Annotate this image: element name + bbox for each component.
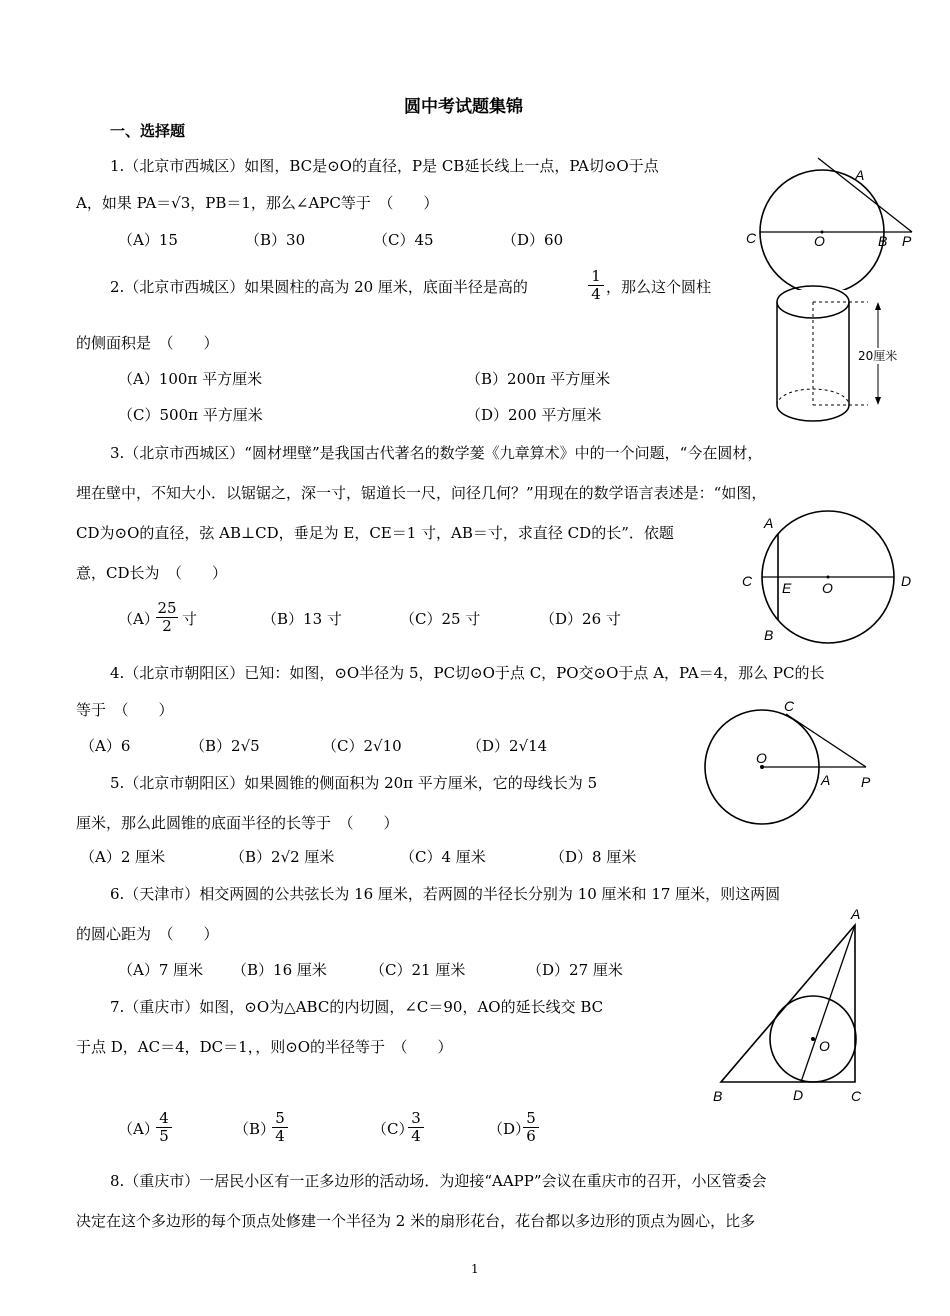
q3-label-e: E xyxy=(782,580,792,596)
q7-option-a-prefix: （A） xyxy=(118,1120,159,1138)
page-number: 1 xyxy=(471,1262,479,1276)
q1-option-b: （B）30 xyxy=(245,231,306,249)
q4-option-b: （B）2√5 xyxy=(190,737,260,755)
q7-option-d-prefix: （D） xyxy=(488,1120,531,1138)
q7-option-b-prefix: （B） xyxy=(234,1120,276,1138)
q1-option-d: （D）60 xyxy=(502,231,564,249)
q2-option-d: （D）200 平方厘米 xyxy=(466,406,602,424)
q1-figure-circle-tangent xyxy=(740,150,930,290)
q2-line1-end: ，那么这个圆柱 xyxy=(606,278,712,296)
q6-option-b: （B）16 厘米 xyxy=(232,961,327,979)
q3-line4: 意，CD长为 （ ） xyxy=(76,564,228,582)
q8-line2: 决定在这个多边形的每个顶点处修建一个半径为 2 米的扇形花台，花台都以多边形的顶点为圆心，比多 xyxy=(76,1212,756,1230)
q5-line1: 5.（北京市朝阳区）如果圆锥的侧面积为 20π 平方厘米，它的母线长为 5 xyxy=(110,774,598,792)
q4-line2: 等于 （ ） xyxy=(76,701,174,719)
q4-option-a: （A）6 xyxy=(80,737,131,755)
q3-label-o: O xyxy=(822,580,833,596)
q3-option-a-fraction: $\frac{25}{2}$ xyxy=(157,599,177,635)
q2-fraction: $\frac{1}{4}$ xyxy=(588,268,604,303)
q2-option-c: （C）500π 平方厘米 xyxy=(118,406,263,424)
q5-line2: 厘米，那么此圆锥的底面半径的长等于 （ ） xyxy=(76,814,399,832)
q6-line2: 的圆心距为 （ ） xyxy=(76,925,219,943)
q8-line1: 8.（重庆市）一居民小区有一正多边形的活动场．为迎接“AAPP”会议在重庆市的召开，小区管委会 xyxy=(110,1172,767,1190)
q2-option-a: （A）100π 平方厘米 xyxy=(118,370,263,388)
q1-label-c: C xyxy=(746,230,757,246)
q1-line2: A，如果 PA＝√3，PB＝1，那么∠APC等于 （ ） xyxy=(76,194,439,212)
q3-label-d: D xyxy=(901,573,912,589)
q4-label-a: A xyxy=(821,772,831,788)
q7-label-c: C xyxy=(851,1088,862,1104)
q4-option-d: （D）2√14 xyxy=(467,737,548,755)
q5-option-d: （D）8 厘米 xyxy=(550,848,637,866)
q5-option-a: （A）2 厘米 xyxy=(80,848,166,866)
q4-option-c: （C）2√10 xyxy=(322,737,402,755)
q6-option-c: （C）21 厘米 xyxy=(370,961,466,979)
q5-option-c: （C）4 厘米 xyxy=(400,848,486,866)
q1-label-b: B xyxy=(878,233,888,249)
q2-option-b: （B）200π 平方厘米 xyxy=(466,370,611,388)
q3-option-c: （C）25 寸 xyxy=(400,610,481,628)
q7-option-c-prefix: （C） xyxy=(372,1120,414,1138)
q4-label-c: C xyxy=(784,698,795,714)
q7-label-d: D xyxy=(793,1087,804,1103)
q6-line1: 6.（天津市）相交两圆的公共弦长为 16 厘米，若两圆的半径长分别为 10 厘米和 17 厘米，则这两圆 xyxy=(110,885,781,903)
q4-label-o: O xyxy=(756,750,767,766)
q3-label-b: B xyxy=(764,627,774,643)
q3-option-d: （D）26 寸 xyxy=(540,610,621,628)
q7-label-b: B xyxy=(713,1088,723,1104)
q2-line2: 的侧面积是 （ ） xyxy=(76,334,219,352)
q5-option-b: （B）2√2 厘米 xyxy=(230,848,335,866)
q6-option-a: （A）7 厘米 xyxy=(118,961,204,979)
q1-option-a: （A）15 xyxy=(118,231,178,249)
q3-option-a-unit: 寸 xyxy=(182,610,198,628)
q2-figure-cylinder xyxy=(770,280,920,430)
q7-option-a-fraction: $\frac{4}{5}$ xyxy=(156,1110,172,1145)
q7-option-b-fraction: $\frac{5}{4}$ xyxy=(272,1110,288,1145)
q4-figure-tangent xyxy=(698,695,888,825)
section-heading: 一、选择题 xyxy=(110,122,186,140)
q7-line2: 于点 D，AC＝4，DC＝1，，则⊙O的半径等于 （ ） xyxy=(76,1038,453,1056)
q7-option-d-fraction: $\frac{5}{6}$ xyxy=(523,1110,539,1145)
q1-label-a: A xyxy=(855,167,865,183)
q3-option-b: （B）13 寸 xyxy=(262,610,342,628)
q4-label-p: P xyxy=(861,774,871,790)
q3-label-a: A xyxy=(764,515,774,531)
q3-line1: 3.（北京市西城区）“圆材埋壁”是我国古代著名的数学蓌《九章算术》中的一个问题，“今在圆材， xyxy=(110,444,763,462)
q7-figure-incircle xyxy=(705,903,890,1108)
q7-label-o: O xyxy=(819,1038,830,1054)
q3-figure-chord xyxy=(738,508,928,648)
q7-line1: 7.（重庆市）如图，⊙O为△ABC的内切圆，∠C＝90，AO的延长线交 BC xyxy=(110,998,604,1016)
q4-line1: 4.（北京市朝阳区）已知：如图，⊙O半径为 5，PC切⊙O于点 C，PO交⊙O于点 A，PA＝4，那么 PC的长 xyxy=(110,664,825,682)
q3-line2: 埋在壁中，不知大小．以锯锯之，深一寸，锯道长一尺，问径几何？”用现在的数学语言表述是：“如图， xyxy=(76,484,767,502)
q3-option-a-prefix: （A） xyxy=(118,610,159,628)
q1-label-p: P xyxy=(902,233,912,249)
q7-option-c-fraction: $\frac{3}{4}$ xyxy=(408,1110,424,1145)
q2-height-label: 20厘米 xyxy=(858,349,898,363)
page-title: 圆中考试题集锦 xyxy=(404,97,523,117)
q1-option-c: （C）45 xyxy=(373,231,434,249)
q1-label-o: O xyxy=(814,233,825,249)
q2-line1: 2.（北京市西城区）如果圆柱的高为 20 厘米，底面半径是高的 xyxy=(110,278,528,296)
q1-line1: 1.（北京市西城区）如图，BC是⊙O的直径，P是 CB延长线上一点，PA切⊙O于点 xyxy=(110,157,659,175)
q3-label-c: C xyxy=(742,573,753,589)
q6-option-d: （D）27 厘米 xyxy=(527,961,623,979)
q3-line3: CD为⊙O的直径，弦 AB⊥CD，垂足为 E，CE＝1 寸，AB＝寸，求直径 CD的长”．依题 xyxy=(76,524,674,542)
q7-label-a: A xyxy=(851,906,861,922)
